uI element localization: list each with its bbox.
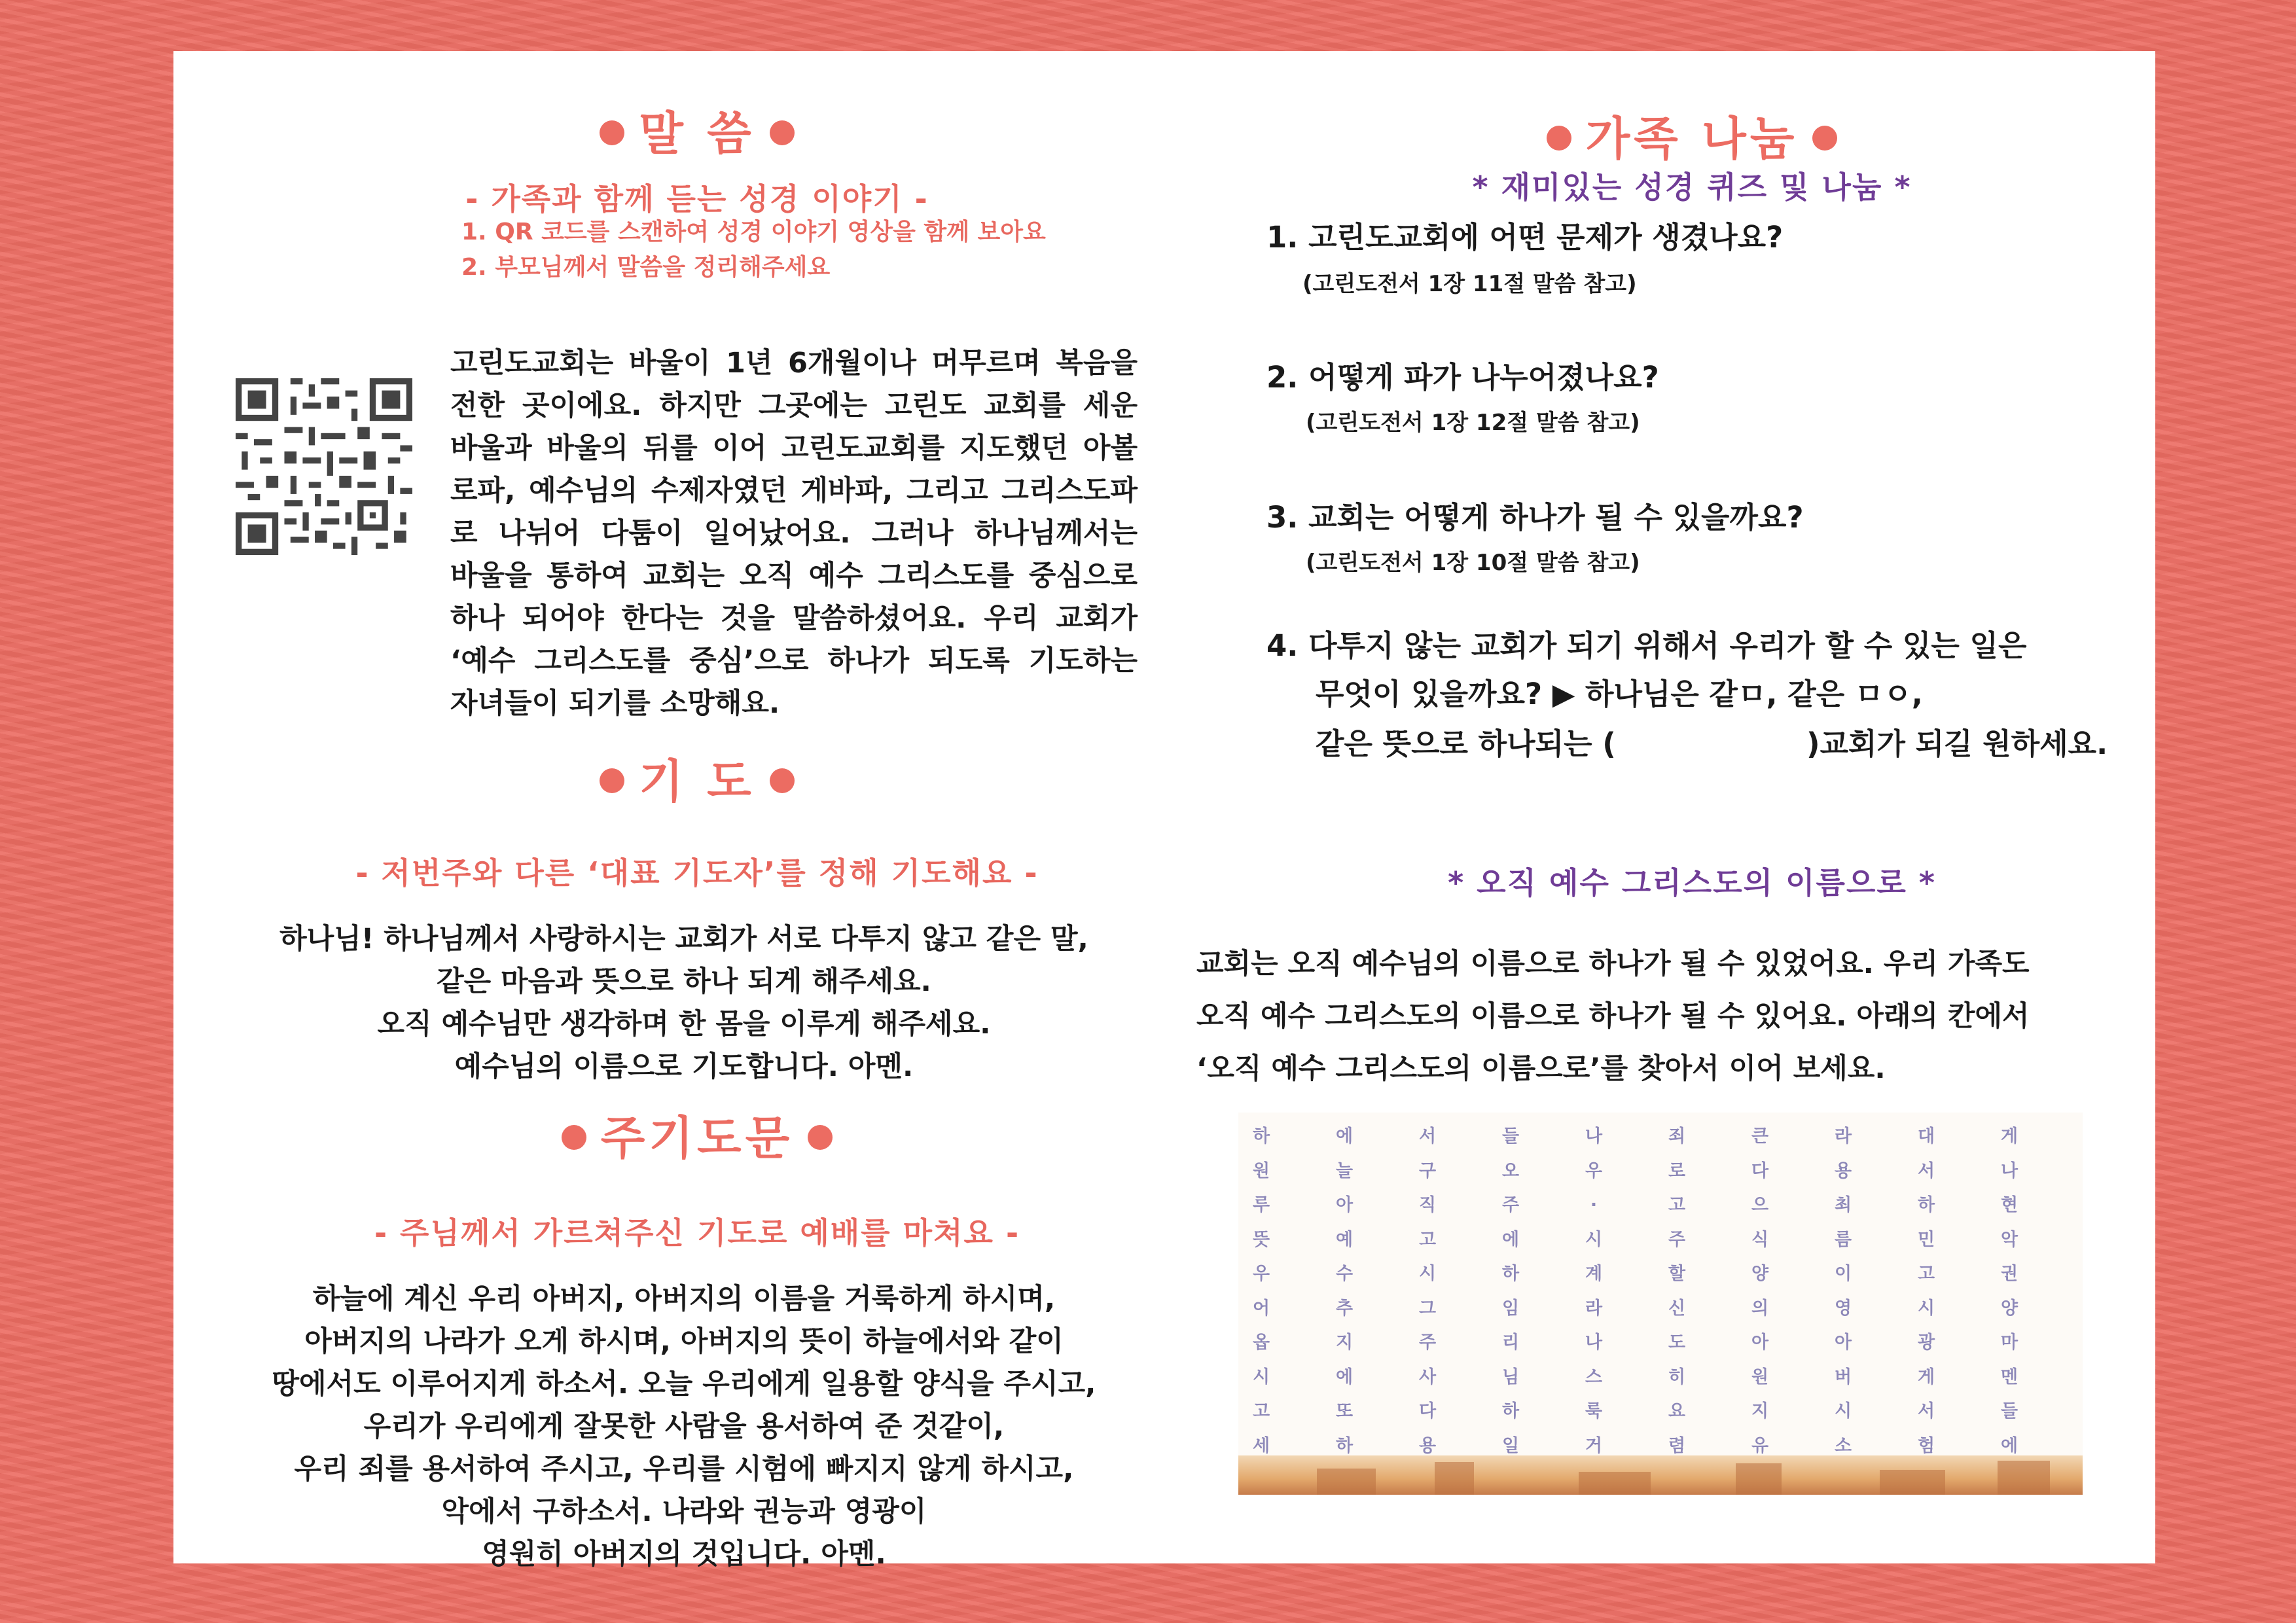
grid-cell[interactable]: 루 bbox=[1252, 1195, 1270, 1215]
lords-prayer-line: 영원히 아버지의 것입니다. 아멘. bbox=[482, 1538, 886, 1571]
grid-cell[interactable]: 룩 bbox=[1585, 1401, 1603, 1421]
grid-cell[interactable]: 원 bbox=[1751, 1366, 1769, 1387]
grid-cell[interactable]: 양 bbox=[1751, 1264, 1769, 1284]
quiz-question-4-line-3b: )교회가 되길 원하세요. bbox=[1806, 726, 2108, 761]
grid-cell[interactable]: 오 bbox=[1501, 1160, 1520, 1181]
grid-cell[interactable]: 또 bbox=[1335, 1401, 1354, 1421]
grid-cell[interactable]: 일 bbox=[1501, 1435, 1520, 1456]
lords-prayer-line: 아버지의 나라가 오게 하시며, 아버지의 뜻이 하늘에서와 같이 bbox=[304, 1325, 1064, 1358]
grid-cell[interactable]: 하 bbox=[1501, 1264, 1520, 1284]
grid-cell[interactable]: 유 bbox=[1751, 1435, 1769, 1456]
grid-cell[interactable]: 어 bbox=[1252, 1298, 1270, 1319]
grid-cell[interactable]: 에 bbox=[2000, 1435, 2018, 1456]
lords-prayer-line: 땅에서도 이루어지게 하소서. 오늘 우리에게 일용할 양식을 주시고, bbox=[272, 1368, 1096, 1400]
lords-prayer-line: 우리가 우리에게 잘못한 사람을 용서하여 준 것같이, bbox=[363, 1410, 1005, 1443]
grid-cell[interactable]: 험 bbox=[1917, 1435, 1935, 1456]
bullet-dot-icon bbox=[600, 768, 624, 793]
lords-prayer-section-title: 주기도문 bbox=[173, 1101, 1221, 1168]
name-intro bbox=[1196, 938, 2100, 1095]
prayer-subtitle: - 저번주와 다른 ‘대표 기도자’를 정해 기도해요 - bbox=[355, 855, 1039, 891]
quiz-ref-1: (고린도전서 1장 11절 말씀 참고) bbox=[1302, 271, 1637, 297]
grid-cell[interactable]: 님 bbox=[1501, 1366, 1520, 1387]
bullet-dot-icon bbox=[600, 120, 624, 145]
grid-cell[interactable]: 최 bbox=[1834, 1195, 1852, 1215]
left-column bbox=[173, 51, 1221, 1571]
grid-cell[interactable]: 시 bbox=[1585, 1229, 1603, 1250]
grid-cell[interactable]: 라 bbox=[1585, 1298, 1603, 1319]
grid-cell[interactable]: 리 bbox=[1501, 1332, 1520, 1353]
bullet-dot-icon bbox=[808, 1125, 833, 1150]
grid-cell[interactable]: 의 bbox=[1751, 1298, 1769, 1319]
quiz-ref-2: (고린도전서 1장 12절 말씀 참고) bbox=[1306, 410, 1640, 436]
grid-cell[interactable]: 로 bbox=[1668, 1160, 1686, 1181]
prayer-line: 하나님! 하나님께서 사랑하시는 교회가 서로 다투지 않고 같은 말, bbox=[279, 923, 1088, 955]
grid-cell[interactable]: 하 bbox=[1917, 1195, 1935, 1215]
grid-cell[interactable]: 대 bbox=[1917, 1126, 1935, 1147]
grid-cell[interactable]: 세 bbox=[1252, 1435, 1270, 1456]
grid-cell[interactable]: 신 bbox=[1668, 1298, 1686, 1319]
intro-line: ‘오직 예수 그리스도의 이름으로’를 찾아서 이어 보세요. bbox=[1196, 1052, 1886, 1085]
grid-cell[interactable]: 아 bbox=[1335, 1195, 1354, 1215]
grid-cell[interactable]: 히 bbox=[1668, 1366, 1686, 1387]
prayer-text bbox=[173, 918, 1194, 1088]
grid-cell[interactable]: 고 bbox=[1418, 1229, 1437, 1250]
story-line: 로파, 예수님의 수제자였던 게바파, 그리고 그리스도파 bbox=[450, 474, 1138, 507]
lords-prayer-text bbox=[173, 1278, 1194, 1576]
grid-cell[interactable]: 용 bbox=[1834, 1160, 1852, 1181]
grid-cell[interactable]: 시 bbox=[1252, 1366, 1270, 1387]
grid-cell[interactable]: 주 bbox=[1418, 1332, 1437, 1353]
grid-cell[interactable]: 마 bbox=[2000, 1332, 2018, 1353]
quiz-question-1: 1. 고린도교회에 어떤 문제가 생겼나요? bbox=[1266, 220, 1784, 255]
grid-cell[interactable]: 하 bbox=[1335, 1435, 1354, 1456]
quiz-subtitle: * 재미있는 성경 퀴즈 및 나눔 * bbox=[1472, 169, 1912, 205]
grid-cell[interactable]: 고 bbox=[1252, 1401, 1270, 1421]
grid-cell[interactable]: 다 bbox=[1418, 1401, 1437, 1421]
word-steps bbox=[461, 215, 1046, 285]
lords-prayer-line: 우리 죄를 용서하여 주시고, 우리를 시험에 빠지지 않게 하시고, bbox=[294, 1453, 1074, 1486]
quiz-question-2: 2. 어떻게 파가 나누어졌나요? bbox=[1266, 360, 1659, 395]
grid-cell[interactable]: 라 bbox=[1834, 1126, 1852, 1147]
prayer-line: 같은 마음과 뜻으로 하나 되게 해주세요. bbox=[437, 965, 931, 998]
word-subtitle: - 가족과 함께 듣는 성경 이야기 - bbox=[465, 181, 929, 217]
grid-cell[interactable]: 다 bbox=[1751, 1160, 1769, 1181]
grid-cell[interactable]: 추 bbox=[1335, 1298, 1354, 1319]
grid-cell[interactable]: 민 bbox=[1917, 1229, 1935, 1250]
family-section-title: 가족 나눔 bbox=[1247, 102, 2137, 168]
grid-cell[interactable]: 지 bbox=[1751, 1401, 1769, 1421]
grid-cell[interactable]: 예 bbox=[1335, 1229, 1354, 1250]
grid-cell[interactable]: 영 bbox=[1834, 1298, 1852, 1319]
grid-cell[interactable]: 서 bbox=[1418, 1126, 1437, 1147]
grid-cell[interactable]: 게 bbox=[2000, 1126, 2018, 1147]
word-search-grid[interactable] bbox=[1238, 1113, 2083, 1495]
grid-cell[interactable]: 악 bbox=[2000, 1229, 2018, 1250]
story-line: 자녀들이 되기를 소망해요. bbox=[450, 687, 780, 720]
grid-cell[interactable]: 죄 bbox=[1668, 1126, 1686, 1147]
grid-cell[interactable]: 늘 bbox=[1335, 1160, 1354, 1181]
bullet-dot-icon bbox=[1812, 126, 1837, 151]
story-line: ‘예수 그리스도를 중심’으로 하나가 되도록 기도하는 bbox=[450, 645, 1138, 677]
grid-cell[interactable]: 직 bbox=[1418, 1195, 1437, 1215]
prayer-section-title: 기 도 bbox=[173, 745, 1221, 811]
grid-cell[interactable]: 주 bbox=[1668, 1229, 1686, 1250]
grid-cell[interactable]: 식 bbox=[1751, 1229, 1769, 1250]
grid-cell[interactable]: 고 bbox=[1917, 1264, 1935, 1284]
grid-cell[interactable]: 이 bbox=[1834, 1264, 1852, 1284]
grid-cell[interactable]: 주 bbox=[1501, 1195, 1520, 1215]
grid-cell[interactable]: 현 bbox=[2000, 1195, 2018, 1215]
quiz-question-3: 3. 교회는 어떻게 하나가 될 수 있을까요? bbox=[1266, 500, 1804, 535]
step-1: 1. QR 코드를 스캔하여 성경 이야기 영상을 함께 보아요 bbox=[461, 219, 1046, 245]
quiz-question-4-line-3a: 같은 뜻으로 하나되는 ( bbox=[1316, 726, 1616, 761]
grid-cell[interactable]: 나 bbox=[2000, 1160, 2018, 1181]
grid-cell[interactable]: 나 bbox=[1585, 1332, 1603, 1353]
lords-prayer-subtitle: - 주님께서 가르쳐주신 기도로 예배를 마쳐요 - bbox=[374, 1215, 1020, 1251]
grid-cell[interactable]: 계 bbox=[1585, 1264, 1603, 1284]
prayer-line: 오직 예수님만 생각하며 한 몸을 이루게 해주세요. bbox=[377, 1008, 991, 1041]
grid-cell[interactable]: 들 bbox=[1501, 1126, 1520, 1147]
grid-cell[interactable]: 시 bbox=[1917, 1298, 1935, 1319]
story-line: 전한 곳이에요. 하지만 그곳에는 고린도 교회를 세운 bbox=[450, 389, 1138, 422]
grid-cell[interactable]: 지 bbox=[1335, 1332, 1354, 1353]
bullet-dot-icon bbox=[562, 1125, 586, 1150]
grid-cell[interactable]: 구 bbox=[1418, 1160, 1437, 1181]
grid-cell[interactable]: 렴 bbox=[1668, 1435, 1686, 1456]
grid-cell[interactable]: 하 bbox=[1252, 1126, 1270, 1147]
word-story bbox=[450, 342, 1138, 725]
story-line: 하나 되어야 한다는 것을 말씀하셨어요. 우리 교회가 bbox=[450, 602, 1138, 635]
grid-cell[interactable]: 큰 bbox=[1751, 1126, 1769, 1147]
grid-cell[interactable]: 하 bbox=[1501, 1401, 1520, 1421]
lords-prayer-line: 악에서 구하소서. 나라와 권능과 영광이 bbox=[441, 1495, 927, 1528]
grid-cell[interactable]: 소 bbox=[1834, 1435, 1852, 1456]
grid-cell[interactable]: 시 bbox=[1834, 1401, 1852, 1421]
grid-cell[interactable]: 아 bbox=[1751, 1332, 1769, 1353]
grid-cell[interactable]: 양 bbox=[2000, 1298, 2018, 1319]
grid-cell[interactable]: 으 bbox=[1751, 1195, 1769, 1215]
grid-cell[interactable]: 름 bbox=[1834, 1229, 1852, 1250]
grid-cell[interactable]: 우 bbox=[1585, 1160, 1603, 1181]
story-line: 바울을 통하여 교회는 오직 예수 그리스도를 중심으로 bbox=[450, 560, 1138, 592]
grid-cell[interactable]: 뜻 bbox=[1252, 1229, 1270, 1250]
lords-prayer-line: 하늘에 계신 우리 아버지, 아버지의 이름을 거룩하게 하시며, bbox=[312, 1283, 1056, 1315]
grid-cell[interactable]: 도 bbox=[1668, 1332, 1686, 1353]
village-illustration bbox=[1238, 1455, 2083, 1495]
grid-cell[interactable]: 에 bbox=[1335, 1126, 1354, 1147]
grid-cell[interactable]: 임 bbox=[1501, 1298, 1520, 1319]
name-subtitle: * 오직 예수 그리스도의 이름으로 * bbox=[1448, 865, 1936, 901]
grid-cell[interactable]: 할 bbox=[1668, 1264, 1686, 1284]
grid-cell[interactable]: 고 bbox=[1668, 1195, 1686, 1215]
grid-cell[interactable]: 그 bbox=[1418, 1298, 1437, 1319]
grid-cell[interactable]: 옵 bbox=[1252, 1332, 1270, 1353]
step-2: 2. 부모님께서 말씀을 정리해주세요 bbox=[461, 254, 831, 281]
grid-cell[interactable]: 우 bbox=[1252, 1264, 1270, 1284]
grid-cell[interactable]: 에 bbox=[1501, 1229, 1520, 1250]
quiz-ref-3: (고린도전서 1장 10절 말씀 참고) bbox=[1306, 550, 1640, 576]
prayer-line: 예수님의 이름으로 기도합니다. 아멘. bbox=[454, 1050, 914, 1083]
bullet-dot-icon bbox=[770, 768, 795, 793]
qr-code-icon[interactable] bbox=[236, 378, 412, 555]
word-section-title: 말 씀 bbox=[173, 97, 1221, 163]
grid-cell[interactable]: 에 bbox=[1335, 1366, 1354, 1387]
grid-cell[interactable]: . bbox=[1590, 1190, 1598, 1211]
grid-cell[interactable]: 아 bbox=[1834, 1332, 1852, 1353]
quiz-question-4-line-2: 무엇이 있을까요? ▶ 하나님은 같ㅁ, 같은 ㅁㅇ, bbox=[1316, 677, 1923, 711]
grid-cell[interactable]: 게 bbox=[1917, 1366, 1935, 1387]
grid-cell[interactable]: 들 bbox=[2000, 1401, 2018, 1421]
grid-cell[interactable]: 원 bbox=[1252, 1160, 1270, 1181]
grid-cell[interactable]: 권 bbox=[2000, 1264, 2018, 1284]
intro-line: 오직 예수 그리스도의 이름으로 하나가 될 수 있어요. 아래의 칸에서 bbox=[1196, 1000, 2030, 1033]
story-line: 바울과 바울의 뒤를 이어 고린도교회를 지도했던 아볼 bbox=[450, 432, 1138, 465]
story-line: 고린도교회는 바울이 1년 6개월이나 머무르며 복음을 bbox=[450, 347, 1138, 380]
grid-cell[interactable]: 시 bbox=[1418, 1264, 1437, 1284]
grid-cell[interactable]: 거 bbox=[1585, 1435, 1603, 1456]
grid-cell[interactable]: 광 bbox=[1917, 1332, 1935, 1353]
grid-cell[interactable]: 나 bbox=[1585, 1126, 1603, 1147]
bullet-dot-icon bbox=[1547, 126, 1571, 151]
grid-cell[interactable]: 버 bbox=[1834, 1366, 1852, 1387]
grid-cell[interactable]: 서 bbox=[1917, 1160, 1935, 1181]
grid-cell[interactable]: 요 bbox=[1668, 1401, 1686, 1421]
story-line: 로 나뉘어 다툼이 일어났어요. 그러나 하나님께서는 bbox=[450, 517, 1138, 550]
quiz-question-4-line-1: 4. 다투지 않는 교회가 되기 위해서 우리가 할 수 있는 일은 bbox=[1266, 628, 2027, 663]
grid-cell[interactable]: 용 bbox=[1418, 1435, 1437, 1456]
grid-cell[interactable]: 멘 bbox=[2000, 1366, 2018, 1387]
grid-cell[interactable]: 사 bbox=[1418, 1366, 1437, 1387]
grid-cell[interactable]: 서 bbox=[1917, 1401, 1935, 1421]
bullet-dot-icon bbox=[770, 120, 795, 145]
grid-cell[interactable]: 스 bbox=[1585, 1366, 1603, 1387]
grid-cell[interactable]: 수 bbox=[1335, 1264, 1354, 1284]
intro-line: 교회는 오직 예수님의 이름으로 하나가 될 수 있었어요. 우리 가족도 bbox=[1196, 948, 2030, 980]
